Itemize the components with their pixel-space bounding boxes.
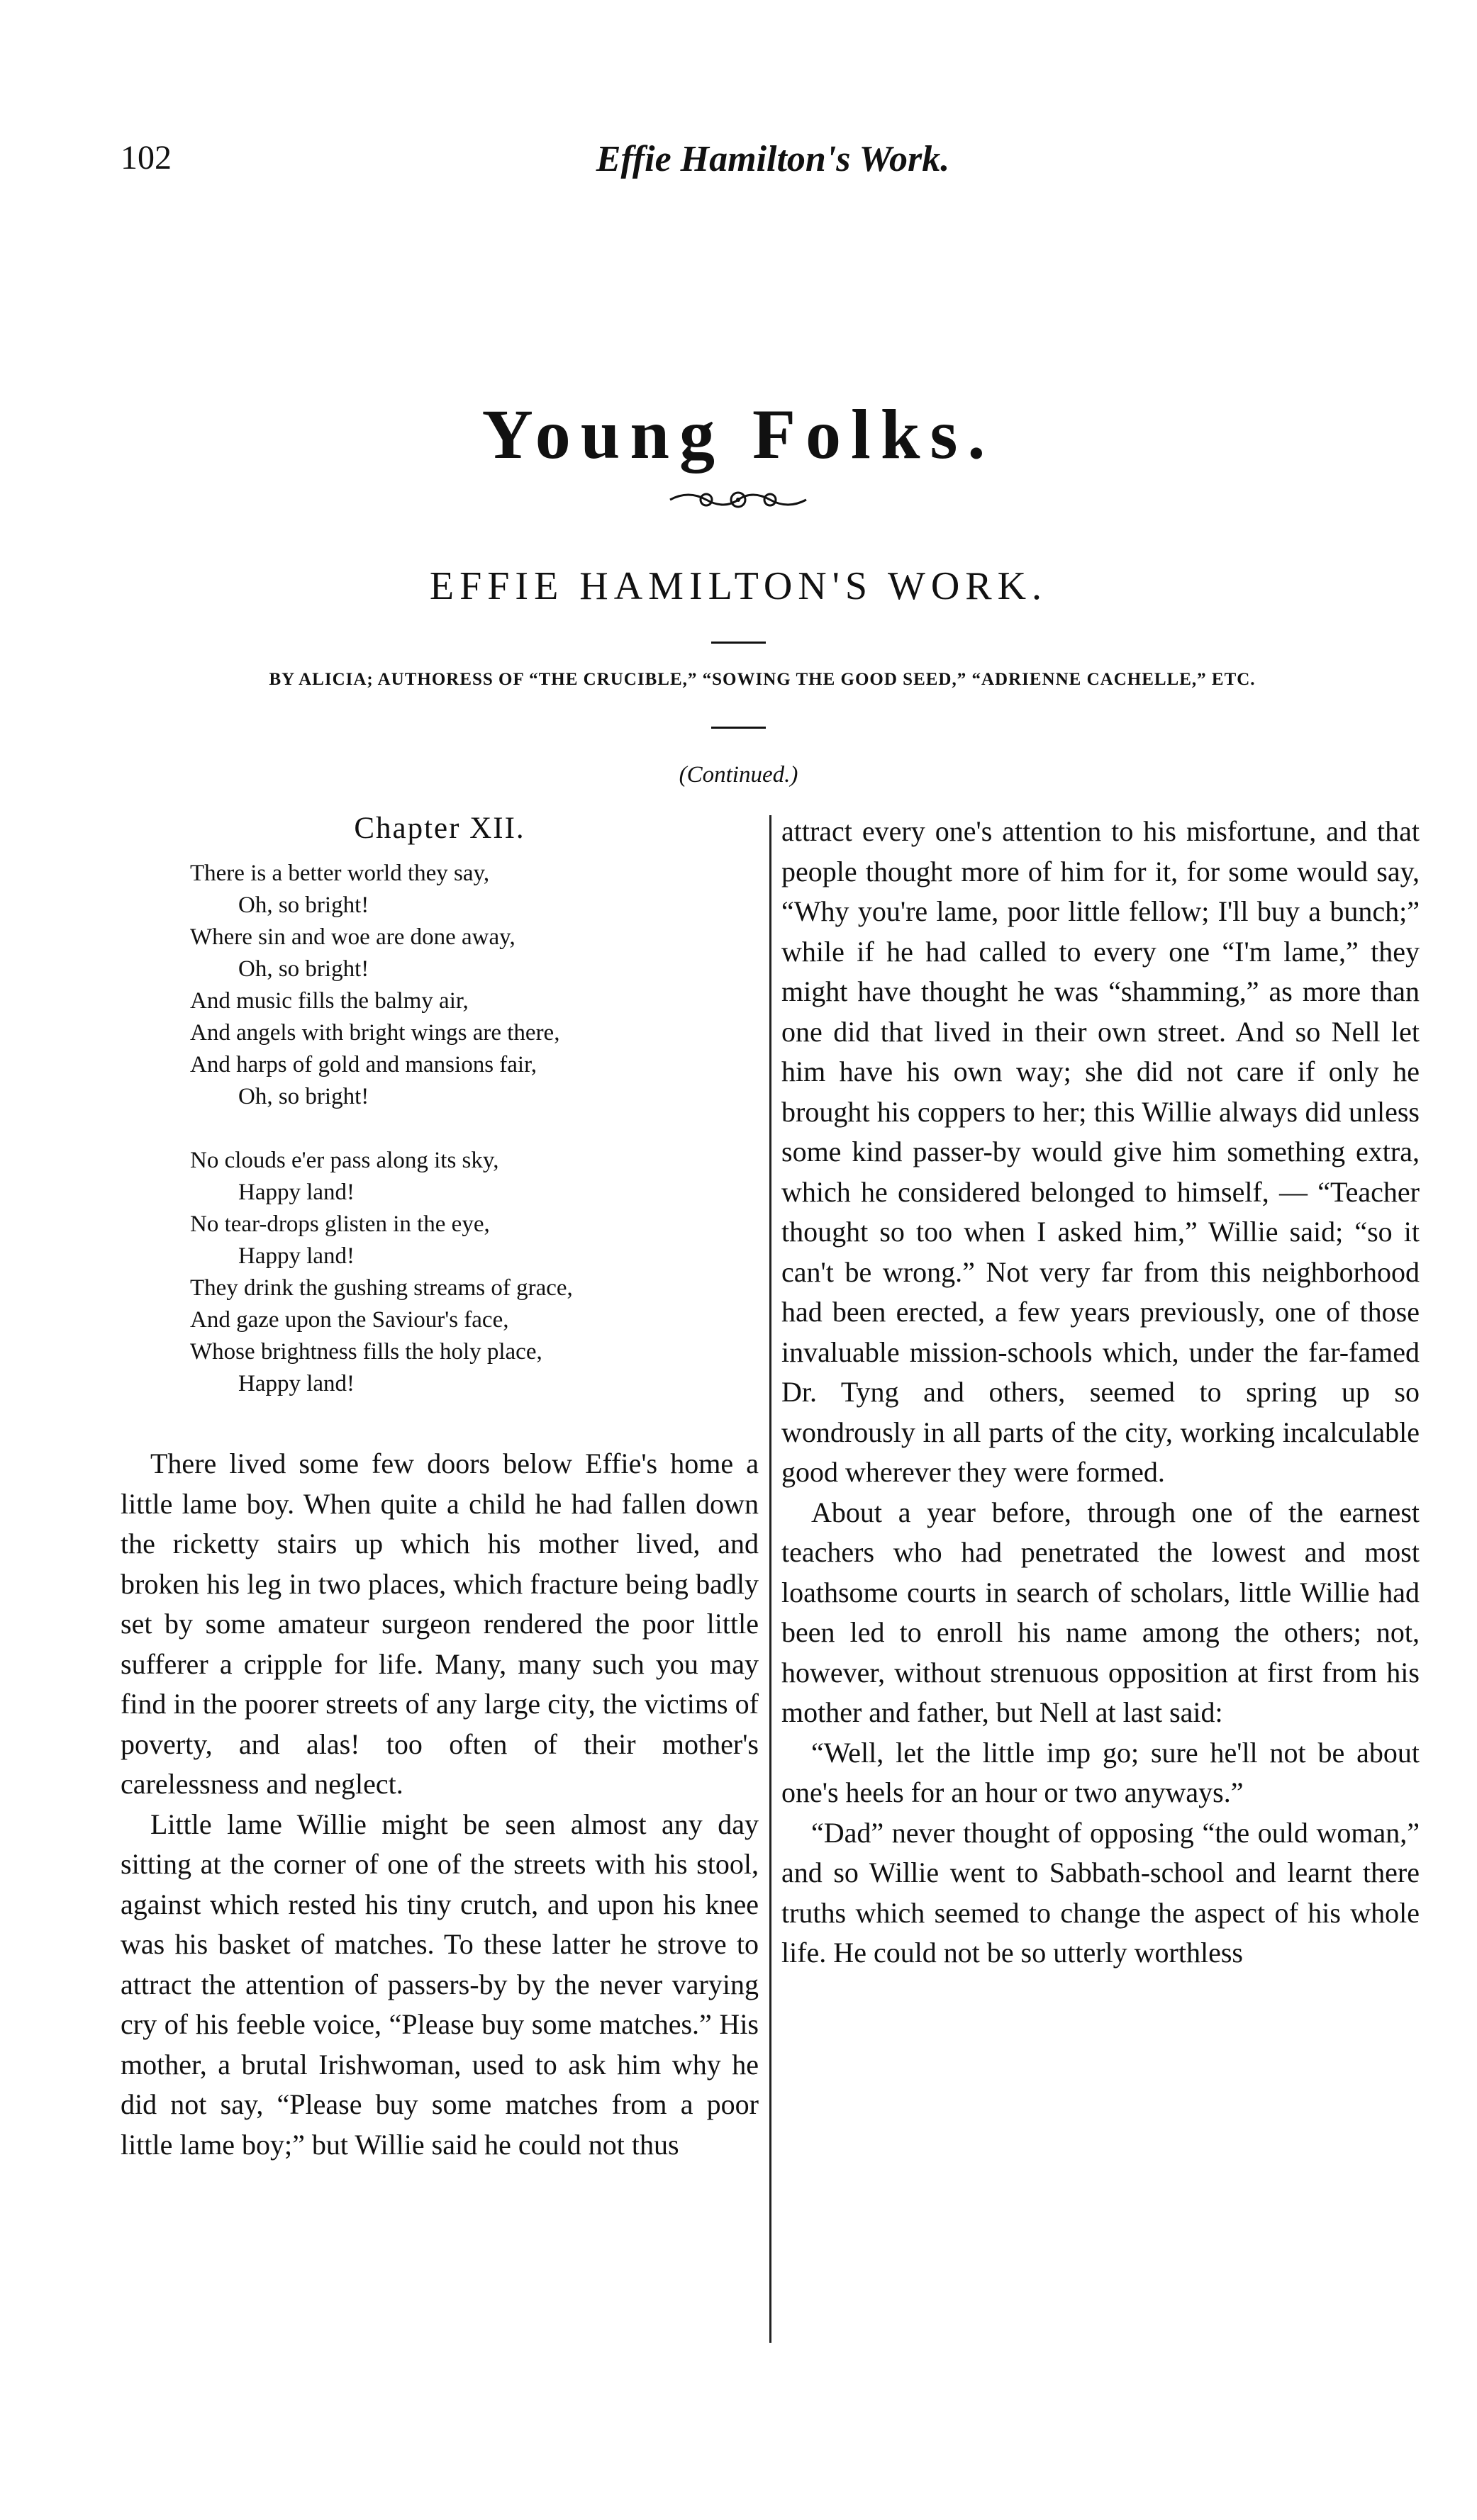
running-title: Effie Hamilton's Work. [596, 139, 950, 179]
paragraph: attract every one's attention to his misfortune, and that people thought more of him for it, for some would say, “Why you're lame, poor little fellow; I'll buy a bunch;” while if he had called to every one “I'm lame,” they might have thought he was “shamming,” as more than one did that lived in their own street. And so Nell let him have his own way; she did not care if only he brought his coppers to her; this Willie always did unless some kind passer-by would give him something extra, which he considered belonged to himself, — “Teacher thought so too when I asked him,” Willie said; “so it can't be wrong.” Not very far from this neighborhood had been erected, a few years previously, one of those invaluable mission-schools which, under the far-famed Dr. Tyng and others, seemed to spring up so wondrously in all parts of the city, working incalculable good wherever they were formed. [781, 815, 1420, 1488]
stanza-gap [190, 1113, 759, 1145]
continued-note: (Continued.) [679, 762, 798, 788]
byline: BY ALICIA; AUTHORESS OF “THE CRUCIBLE,” “SOWING THE GOOD SEED,” “ADRIENNE CACHELLE,” ETC. [269, 670, 1256, 689]
poem-line: Where sin and woe are done away, [190, 924, 515, 950]
column-divider [769, 815, 771, 2343]
byline-rule [711, 727, 766, 729]
poem [190, 858, 759, 1400]
poem-line: No tear-drops glisten in the eye, [190, 1211, 490, 1237]
poem-line: Oh, so bright! [238, 956, 369, 982]
paragraph: “Well, let the little imp go; sure he'll not be about one's heels for an hour or two anyways.” [781, 1736, 1420, 1808]
poem-line: Happy land! [238, 1371, 355, 1396]
left-prose [121, 1444, 759, 2165]
poem-line: Whose brightness fills the holy place, [190, 1339, 542, 1365]
paragraph: Little lame Willie might be seen almost any day sitting at the corner of one of the streets with his stool, against which rested his tiny crutch, and upon his knee was his basket of matches. To these latter he strove to attract the attention of passers-by by the never varying cry of his feeble voice, “Please buy some matches.” His mother, a brutal Irishwoman, used to ask him why he did not say, “Please buy some matches from a poor little lame boy;” but Willie said he could not thus [121, 1808, 759, 2161]
poem-line: Happy land! [238, 1180, 355, 1205]
ornament-divider-icon [667, 486, 809, 514]
poem-line: And music fills the balmy air, [190, 988, 469, 1014]
running-head [121, 138, 1425, 188]
chapter-heading: Chapter XII. [354, 812, 525, 845]
paragraph: There lived some few doors below Effie's home a little lame boy. When quite a child he had fallen down the ricketty stairs up which his mother lived, and broken his leg in two places, which fracture being badly set by some amateur surgeon rendered the poor little sufferer a cripple for life. Many, many such you may find in the poorer streets of any large city, the victims of poverty, and alas! too often of their mother's carelessness and neglect. [121, 1447, 759, 1800]
paragraph: About a year before, through one of the earnest teachers who had penetrated the lowest and most loathsome courts in search of scholars, little Willie had been led to enroll his name among the others; not, however, without strenuous opposition at first from his mother and father, but Nell at last said: [781, 1496, 1420, 1728]
poem-line: No clouds e'er pass along its sky, [190, 1148, 499, 1173]
poem-line: Oh, so bright! [238, 892, 369, 918]
title-rule [711, 642, 766, 644]
left-column [121, 808, 759, 2165]
article-title: EFFIE HAMILTON'S WORK. [429, 564, 1048, 608]
paragraph: “Dad” never thought of opposing “the ould woman,” and so Willie went to Sabbath-school and learnt there truths which seemed to change the aspect of his whole life. He could not be so utterly worthless [781, 1816, 1420, 1969]
poem-line: There is a better world they say, [190, 861, 490, 886]
poem-line: Oh, so bright! [238, 1084, 369, 1109]
poem-line: Happy land! [238, 1243, 355, 1269]
poem-line: And angels with bright wings are there, [190, 1020, 560, 1046]
page-number: 102 [121, 139, 172, 177]
section-title: Young Folks. [481, 395, 996, 474]
right-prose [781, 812, 1420, 1973]
poem-line: They drink the gushing streams of grace, [190, 1275, 573, 1301]
right-column [781, 812, 1420, 1973]
poem-line: And harps of gold and mansions fair, [190, 1052, 537, 1077]
poem-line: And gaze upon the Saviour's face, [190, 1307, 509, 1333]
